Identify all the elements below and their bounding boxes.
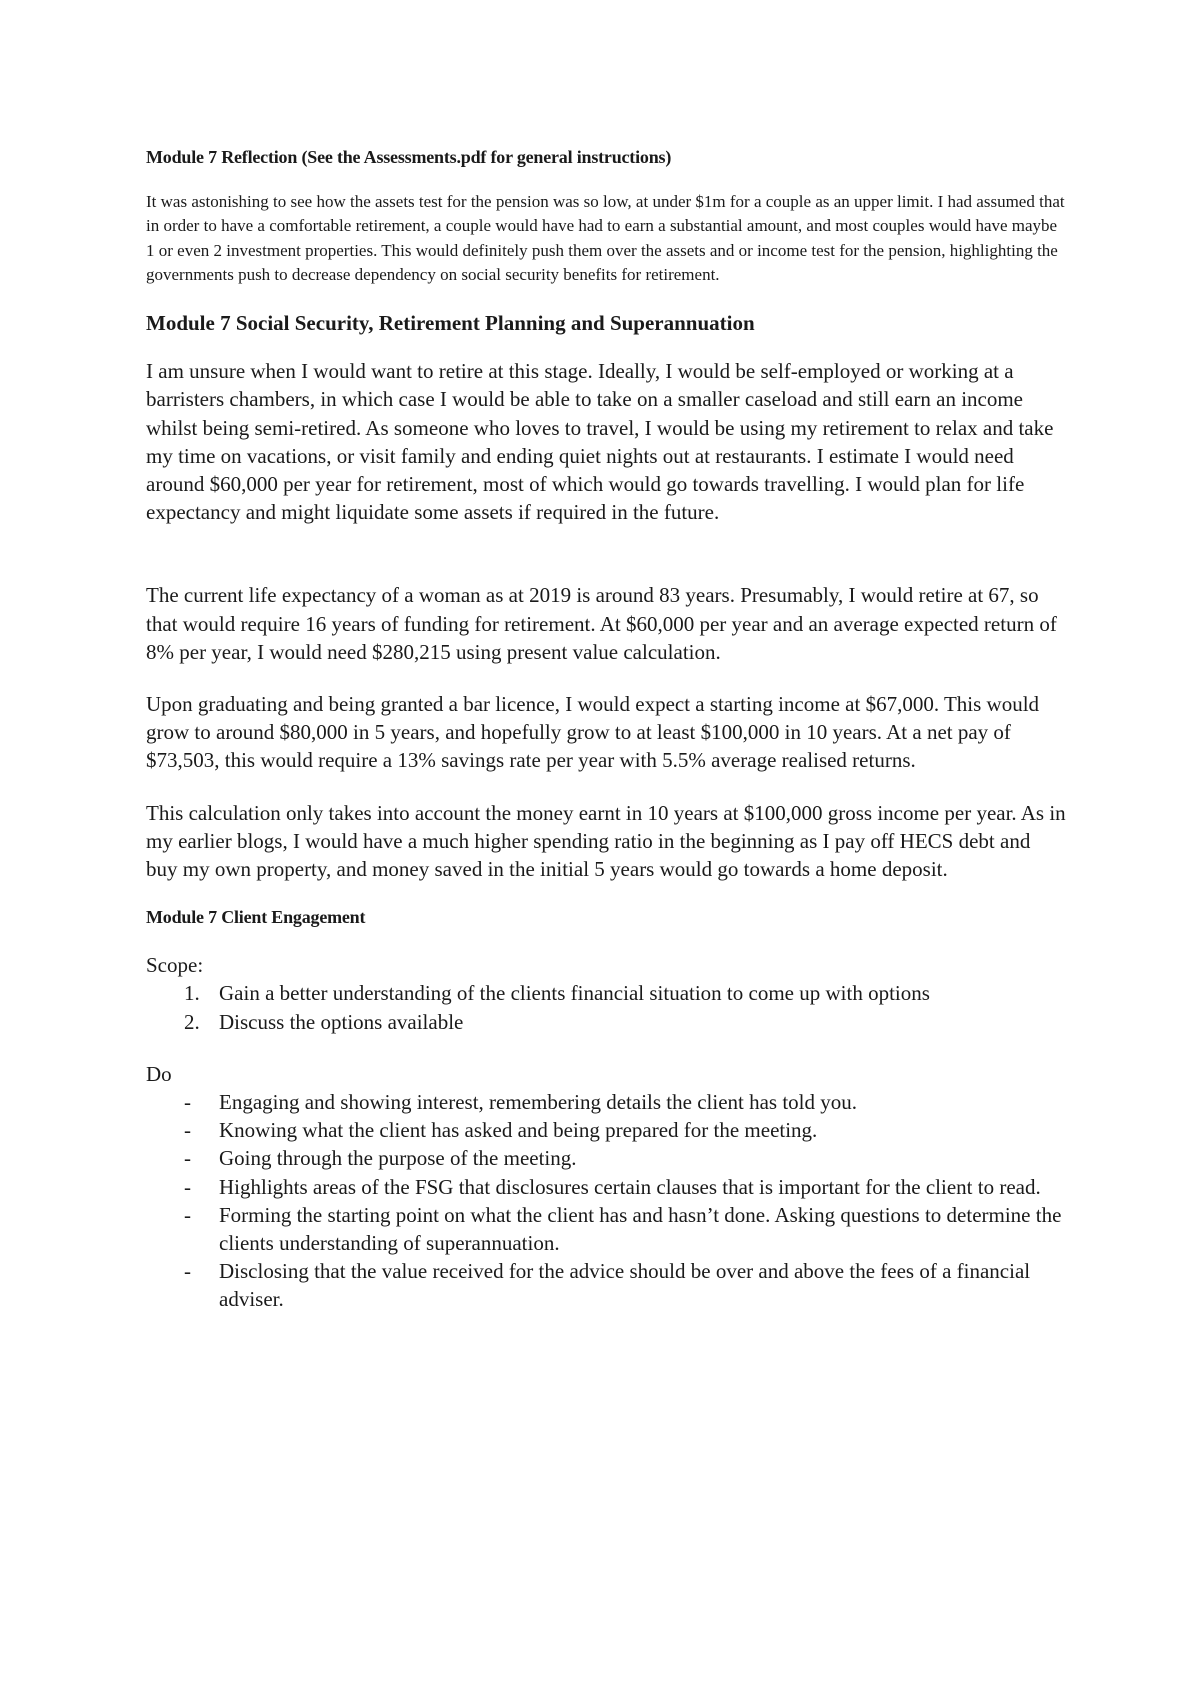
dash-bullet: -	[184, 1118, 191, 1143]
list-item-text: Forming the starting point on what the client has and hasn’t done. Asking questions to determine the clients understanding of superannuation.	[219, 1202, 1062, 1256]
list-item	[146, 1116, 1066, 1144]
social-security-paragraph-1: I am unsure when I would want to retire at this stage. Ideally, I would be self-employed or working at a barristers chambers, in which case I would be able to take on a smaller caseload and still earn an income whilst being semi-retired. As someone who loves to travel, I would be using my retirement to relax and take my time on vacations, or visit family and ending quiet nights out at restaurants. I estimate I would need around $60,000 per year for retirement, most of which would go towards travelling. I would plan for life expectancy and might liquidate some assets if required in the future.	[146, 359, 1054, 525]
list-item-text: Engaging and showing interest, remembering details the client has told you.	[219, 1090, 858, 1115]
list-item-text: Knowing what the client has asked and being prepared for the meeting.	[219, 1118, 818, 1143]
dash-bullet: -	[184, 1259, 191, 1284]
list-item	[146, 1201, 1066, 1257]
social-security-paragraph-4: This calculation only takes into account the money earnt in 10 years at $100,000 gross income per year. As in my earlier blogs, I would have a much higher spending ratio in the beginning as I pay off HECS debt and buy my own property, and money saved in the initial 5 years would go towards a home deposit.	[146, 800, 1066, 882]
scope-list	[146, 979, 1066, 1035]
list-item-text: Disclosing that the value received for the advice should be over and above the fees of a financial adviser.	[219, 1259, 1031, 1312]
list-item-text: Highlights areas of the FSG that disclosures certain clauses that is important for the client to read.	[219, 1174, 1041, 1199]
list-item	[146, 1088, 1066, 1116]
social-security-paragraph-2: The current life expectancy of a woman as at 2019 is around 83 years. Presumably, I would retire at 67, so that would require 16 years of funding for retirement. At $60,000 per year and an average expected return of 8% per year, I would need $280,215 using present value calculation.	[146, 583, 1057, 664]
list-number: 1.	[184, 981, 200, 1006]
list-item	[146, 1144, 1066, 1172]
list-number: 2.	[184, 1009, 200, 1034]
reflection-heading: Module 7 Reflection (See the Assessments.pdf for general instructions)	[146, 147, 672, 167]
social-security-heading: Module 7 Social Security, Retirement Planning and Superannuation	[146, 311, 755, 336]
do-list	[146, 1088, 1066, 1314]
list-item-text: Going through the purpose of the meeting.	[219, 1146, 577, 1171]
document-page	[146, 145, 1066, 1314]
list-item	[146, 1008, 1066, 1036]
list-item	[146, 1257, 1066, 1313]
dash-bullet: -	[184, 1090, 191, 1115]
client-engagement-heading: Module 7 Client Engagement	[146, 907, 366, 928]
dash-bullet: -	[184, 1146, 191, 1171]
reflection-body: It was astonishing to see how the assets test for the pension was so low, at under $1m for a couple as an upper limit. I had assumed that in order to have a comfortable retirement, a couple would have had to earn a substantial amount, and most couples would have maybe 1 or even 2 investment properties. This would definitely push them over the assets and or income test for the pension, highlighting the governments push to decrease dependency on social security benefits for retirement.	[146, 192, 1065, 284]
social-security-paragraph-3: Upon graduating and being granted a bar licence, I would expect a starting income at $67,000. This would grow to around $80,000 in 5 years, and hopefully grow to at least $100,000 in 10 years. At a net pay of $73,503, this would require a 13% savings rate per year with 5.5% average realised returns.	[146, 692, 1040, 773]
list-item	[146, 1173, 1066, 1201]
scope-label: Scope:	[146, 953, 204, 978]
list-item-text: Discuss the options available	[219, 1009, 464, 1034]
list-item-text: Gain a better understanding of the clients financial situation to come up with options	[219, 981, 930, 1006]
dash-bullet: -	[184, 1202, 191, 1227]
do-label: Do	[146, 1061, 172, 1086]
dash-bullet: -	[184, 1174, 191, 1199]
list-item	[146, 979, 1066, 1007]
